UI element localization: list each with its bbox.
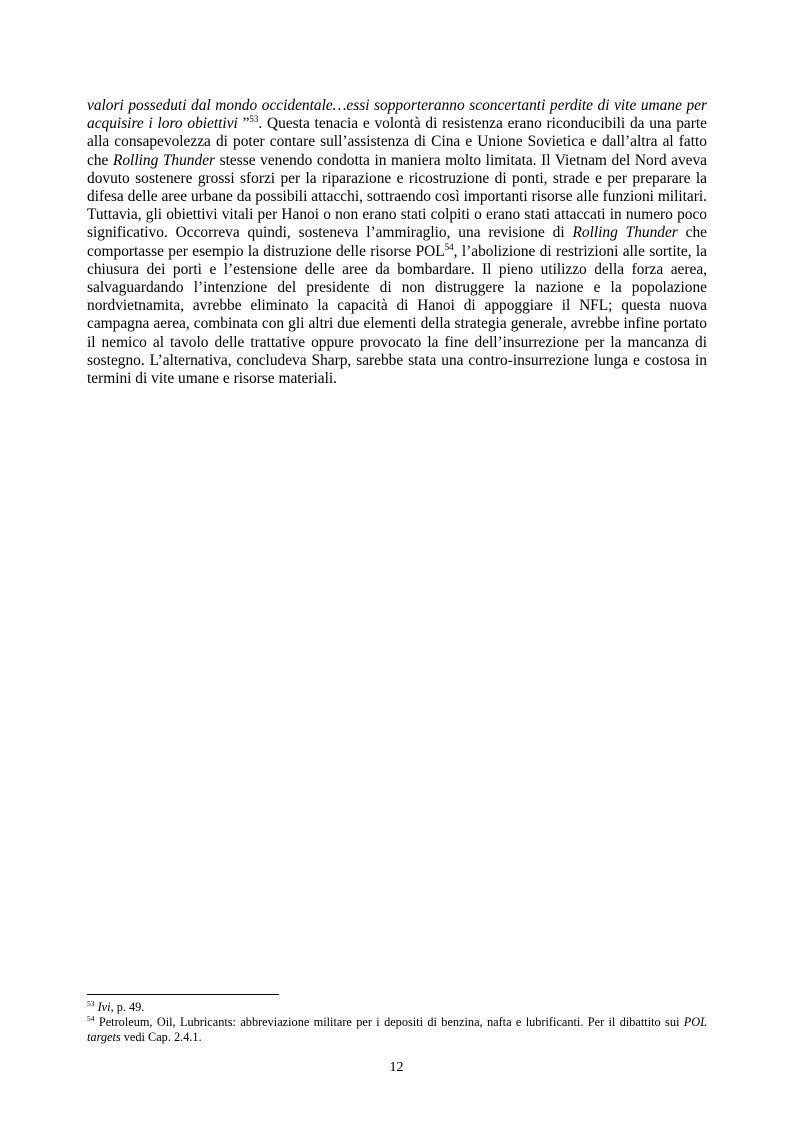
footnote-italic: POL targets	[87, 1015, 707, 1045]
footnote-54	[87, 1015, 707, 1045]
rolling-thunder-italic: Rolling Thunder	[572, 224, 678, 242]
footnote-53	[87, 1000, 707, 1015]
footnote-italic: Ivi	[97, 1000, 111, 1014]
body-text-part: . Questa tenacia e volontà di resistenza erano riconducibili da una parte alla consapevolezza di poter contare sull’assistenza di Cina e Unione Sovietica e dall’altra al fatto che	[87, 115, 707, 169]
footnote-number: 53	[87, 998, 95, 1008]
footnote-text: , p. 49.	[110, 1000, 145, 1014]
footnote-ref-54[interactable]: 54	[444, 241, 454, 252]
footnote-ref-53[interactable]: 53	[249, 114, 259, 125]
quote-italic: valori posseduti dal mondo occidentale…essi sopporteranno sconcertanti perdite di vite umane per acquisire i loro obiettivi	[87, 97, 707, 133]
rolling-thunder-italic: Rolling Thunder	[112, 151, 216, 169]
body-text-part: stesse venendo condotta in maniera molto limitata. Il Vietnam del Nord aveva dovuto sostenere grossi sforzi per la riparazione e ricostruzione di ponti, strade e per preparare la difesa delle aree urbane da possibili attacchi, sottraendo così importanti risorse alle funzioni militari. Tuttavia, gli obiettivi vitali per Hanoi o non erano stati colpiti o erano stati attaccati in numero poco significativo. Occorreva quindi, sosteneva l’ammiraglio, una revisione di	[87, 151, 707, 242]
body-text-part: che comportasse per esempio la distruzione delle risorse POL	[87, 224, 708, 260]
footnote-text: vedi Cap. 2.4.1.	[120, 1030, 202, 1045]
closing-quote: ”	[242, 115, 250, 133]
page-number: 12	[389, 1060, 404, 1075]
footnote-text: Petroleum, Oil, Lubricants: abbreviazione militare per i depositi di benzina, nafta e lubrificanti. Per il dibattito sui	[94, 1015, 684, 1030]
footnotes	[87, 1000, 707, 1046]
body-paragraph	[87, 97, 707, 388]
footnote-number: 54	[87, 1014, 95, 1024]
footnote-separator	[87, 994, 279, 995]
body-text-part: , l’abolizione di restrizioni alle sortite, la chiusura dei porti e l’estensione delle aree da bombardare. Il pieno utilizzo della forza aerea, salvaguardando l’intenzione del presidente di non distruggere la nazione e la popolazione nordvietnamita, avrebbe eliminato la capacità di Hanoi di appoggiare il NFL; questa nuova campagna aerea, combinata con gli altri due elementi della strategia generale, avrebbe infine portato il nemico al tavolo delle trattative oppure provocato la fine dell’insurrezione per la mancanza di sostegno. L’alternativa, concludeva Sharp, sarebbe stata una contro-insurrezione lunga e costosa in termini di vite umane e risorse materiali.	[87, 242, 707, 388]
